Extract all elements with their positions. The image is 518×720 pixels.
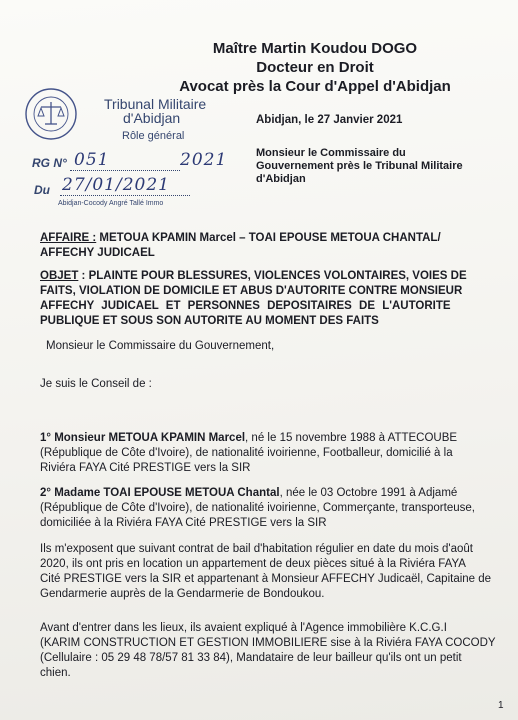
party-2-line-3: domiciliée à la Riviéra FAYA Cité PRESTIGE vers la SIR xyxy=(40,517,327,529)
party-2-num: 2° xyxy=(40,487,51,499)
objet-line-4: PUBLIQUE ET SOUS SON AUTORITE AU MOMENT DES FAITS xyxy=(40,315,379,327)
party-1-line-2: (République de Côte d'Ivoire), de nationalité ivoirienne, Footballeur, domicilié à la xyxy=(40,447,453,459)
para-2-line-1: Avant d'entrer dans les lieux, ils avaient expliqué à l'Agence immobilière K.C.G.I xyxy=(40,622,447,634)
para-1-line-1: Ils m'exposent que suivant contrat de bail d'habitation régulier en date du mois d'août xyxy=(40,543,473,555)
objet-line-3: AFFECHY JUDICAEL ET PERSONNES DEPOSITAIRES DE L'AUTORITE xyxy=(40,300,451,312)
para-2-line-2: (KARIM CONSTRUCTION ET GESTION IMMOBILIERE sise à la Riviéra FAYA COCODY xyxy=(40,637,496,649)
date-line: Abidjan, le 27 Janvier 2021 xyxy=(256,114,403,126)
affaire-text-1: METOUA KPAMIN Marcel – TOAI EPOUSE METOUA CHANTAL/ xyxy=(96,232,441,244)
du-line xyxy=(60,195,190,196)
recipient-line-3: d'Abidjan xyxy=(256,173,306,185)
para-2-line-3: (Cellulaire : 05 29 48 78/57 81 33 84), Mandataire de leur bailleur qu'ils ont un petit xyxy=(40,652,462,664)
intro: Je suis le Conseil de : xyxy=(40,378,152,390)
tribunal-seal-icon xyxy=(24,87,78,141)
lawyer-title: Docteur en Droit xyxy=(256,59,374,76)
party-1-birth: , né le 15 novembre 1988 à ATTECOUBE xyxy=(245,432,458,444)
affaire-label: AFFAIRE : xyxy=(40,232,97,244)
rg-value: 051 xyxy=(74,150,110,170)
party-2-name: Madame TOAI EPOUSE METOUA Chantal xyxy=(51,487,280,499)
lawyer-name: Maître Martin Koudou DOGO xyxy=(212,40,418,57)
party-2-line-2: (République de Côte d'Ivoire), de nationalité ivoirienne, Commerçante, transporteuse, xyxy=(40,502,475,514)
recipient-line-2: Gouvernement près le Tribunal Militaire xyxy=(256,160,463,172)
party-1-line-1 xyxy=(40,432,457,444)
para-1-line-2: 2020, ils ont pris en location un appartement de deux pièces situé à la Riviéra FAYA xyxy=(40,558,466,570)
objet-line-2: FAITS, VIOLATION DE DOMICILE ET ABUS D'AUTORITE CONTRE MONSIEUR xyxy=(40,285,463,297)
rg-year: 2021 xyxy=(180,150,228,170)
du-label: Du xyxy=(34,183,50,197)
stamp-role: Rôle général xyxy=(122,130,185,142)
para-1-line-3: Cité PRESTIGE vers la SIR et appartenant à Monsieur AFFECHY Judicaël, Capitaine de xyxy=(40,573,492,585)
party-1-name: Monsieur METOUA KPAMIN Marcel xyxy=(51,432,246,444)
stamp-line-2: d'Abidjan xyxy=(123,110,181,126)
objet-label: OBJET xyxy=(40,270,79,282)
party-2-birth: , née le 03 Octobre 1991 à Adjamé xyxy=(279,487,458,499)
salutation: Monsieur le Commissaire du Gouvernement, xyxy=(46,340,275,352)
affaire-line-1 xyxy=(40,232,441,244)
lawyer-court: Avocat près la Cour d'Appel d'Abidjan xyxy=(179,78,451,95)
stamp-line-1: Tribunal Militaire xyxy=(104,96,207,112)
party-1-line-3: Riviéra FAYA Cité PRESTIGE vers la SIR xyxy=(40,462,251,474)
recipient-line-1: Monsieur le Commissaire du xyxy=(256,147,406,159)
rg-line xyxy=(70,170,180,171)
para-1-line-4: Gendarmerie auprès de la Gendarmerie de Bondoukou. xyxy=(40,588,325,600)
objet-text-1: : PLAINTE POUR BLESSURES, VIOLENCES VOLONTAIRES, VOIES DE xyxy=(78,270,467,282)
page-number: 1 xyxy=(498,700,504,711)
party-2-line-1 xyxy=(40,487,457,499)
objet-line-1 xyxy=(40,270,467,282)
affaire-line-2: AFFECHY JUDICAEL xyxy=(40,247,155,259)
para-2-line-4: chien. xyxy=(40,667,71,679)
party-1-num: 1° xyxy=(40,432,51,444)
rg-label: RG N° xyxy=(32,156,67,170)
stamp-address: Abidjan-Cocody Angré Tallé Immo xyxy=(58,200,164,207)
du-value: 27/01/2021 xyxy=(62,175,170,195)
